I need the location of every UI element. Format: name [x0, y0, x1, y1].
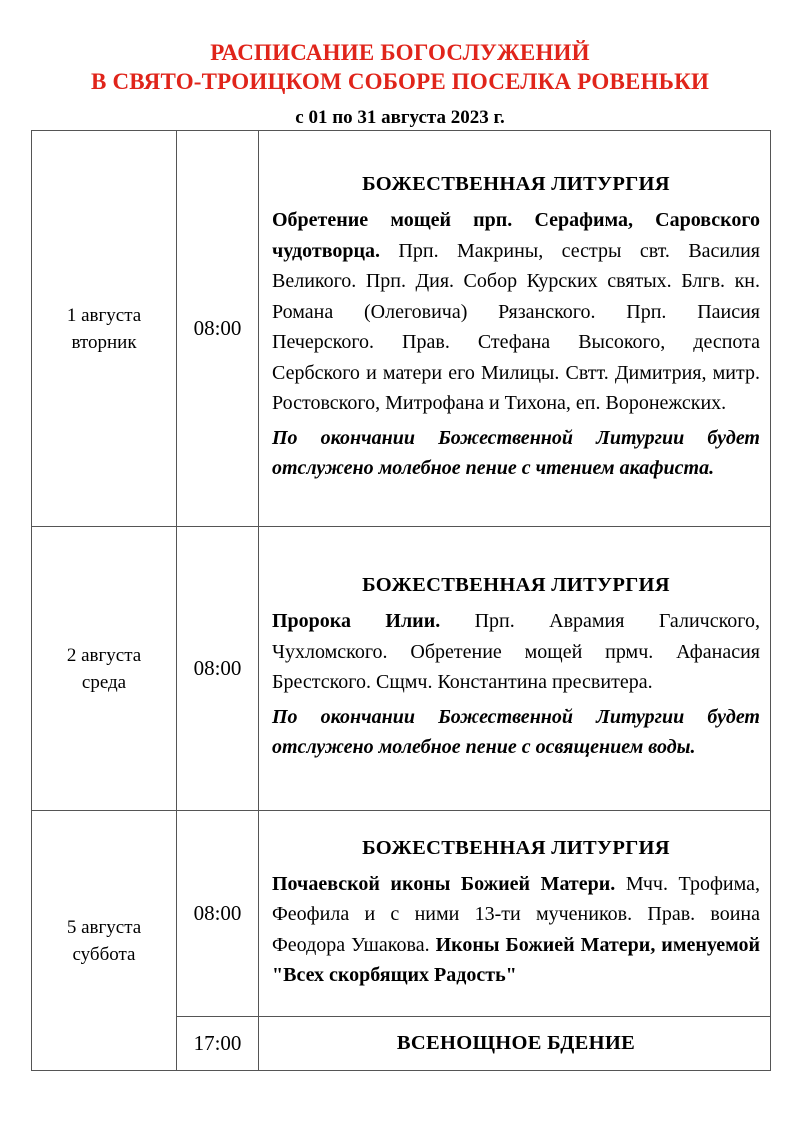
service-title: ВСЕНОЩНОЕ БДЕНИЕ	[396, 1032, 636, 1054]
time-cell: 08:00	[177, 131, 259, 527]
date: 2 августа	[66, 644, 142, 666]
weekday: вторник	[71, 331, 137, 353]
feast-text: Прп. Аврамия Галичского, Чухломского. Обретение мощей прмч. Афанасия Брестского. Сщмч. Константина пресвитера.	[272, 610, 760, 694]
service-note: По окончании Божественной Литургии будет отслужено молебное пение с освящением воды.	[272, 705, 760, 759]
schedule-period: с 01 по 31 августа 2023 г.	[295, 107, 505, 128]
service-title: БОЖЕСТВЕННАЯ ЛИТУРГИЯ	[362, 173, 670, 196]
feast-description	[272, 869, 760, 991]
date-cell	[32, 131, 177, 527]
feast-description	[272, 205, 760, 419]
table-row	[32, 131, 771, 527]
feast-text: Мчч. Трофима, Феофила и с ними 13-ти мучеников. Прав. воина Феодора Ушакова.	[272, 872, 760, 956]
date: 1 августа	[66, 304, 142, 326]
service-title: БОЖЕСТВЕННАЯ ЛИТУРГИЯ	[362, 836, 670, 859]
time-cell: 17:00	[177, 1017, 259, 1071]
table-row	[32, 811, 771, 1017]
feast-description	[272, 606, 760, 698]
date: 5 августа	[66, 916, 142, 938]
feast-title-icon: Иконы Божией Матери, именуемой "Всех скорбящих Радость"	[272, 933, 761, 986]
description-cell	[259, 527, 771, 811]
weekday: среда	[81, 671, 127, 693]
schedule-table	[31, 130, 771, 1071]
date-cell	[32, 811, 177, 1071]
service-title: БОЖЕСТВЕННАЯ ЛИТУРГИЯ	[362, 574, 670, 597]
feast-title: Пророка Илии.	[272, 610, 441, 633]
page-title-line1: РАСПИСАНИЕ БОГОСЛУЖЕНИЙ	[210, 40, 590, 65]
time-cell: 08:00	[177, 527, 259, 811]
time-cell: 08:00	[177, 811, 259, 1017]
table-row	[32, 527, 771, 811]
service-note: По окончании Божественной Литургии будет отслужено молебное пение с чтением акафиста.	[272, 426, 760, 480]
description-cell	[259, 131, 771, 527]
feast-title: Почаевской иконы Божией Матери.	[272, 872, 616, 895]
weekday: суббота	[72, 943, 136, 965]
description-cell	[259, 1017, 771, 1071]
description-cell	[259, 811, 771, 1017]
date-cell	[32, 527, 177, 811]
page-title-line2: В СВЯТО-ТРОИЦКОМ СОБОРЕ ПОСЕЛКА РОВЕНЬКИ	[90, 69, 710, 94]
feast-title: Обретение мощей прп. Серафима, Саровского чудотворца.	[272, 209, 760, 262]
feast-text: Прп. Макрины, сестры свт. Василия Великого. Прп. Дия. Собор Курских святых. Блгв. кн. Романа (Олеговича) Рязанского. Прп. Паисия Печерского. Прав. Стефана Высокого, деспота Сербского и матери его Милицы. Свтт. Димитрия, митр. Ростовского, Митрофана и Тихона, еп. Воронежских.	[272, 239, 760, 415]
